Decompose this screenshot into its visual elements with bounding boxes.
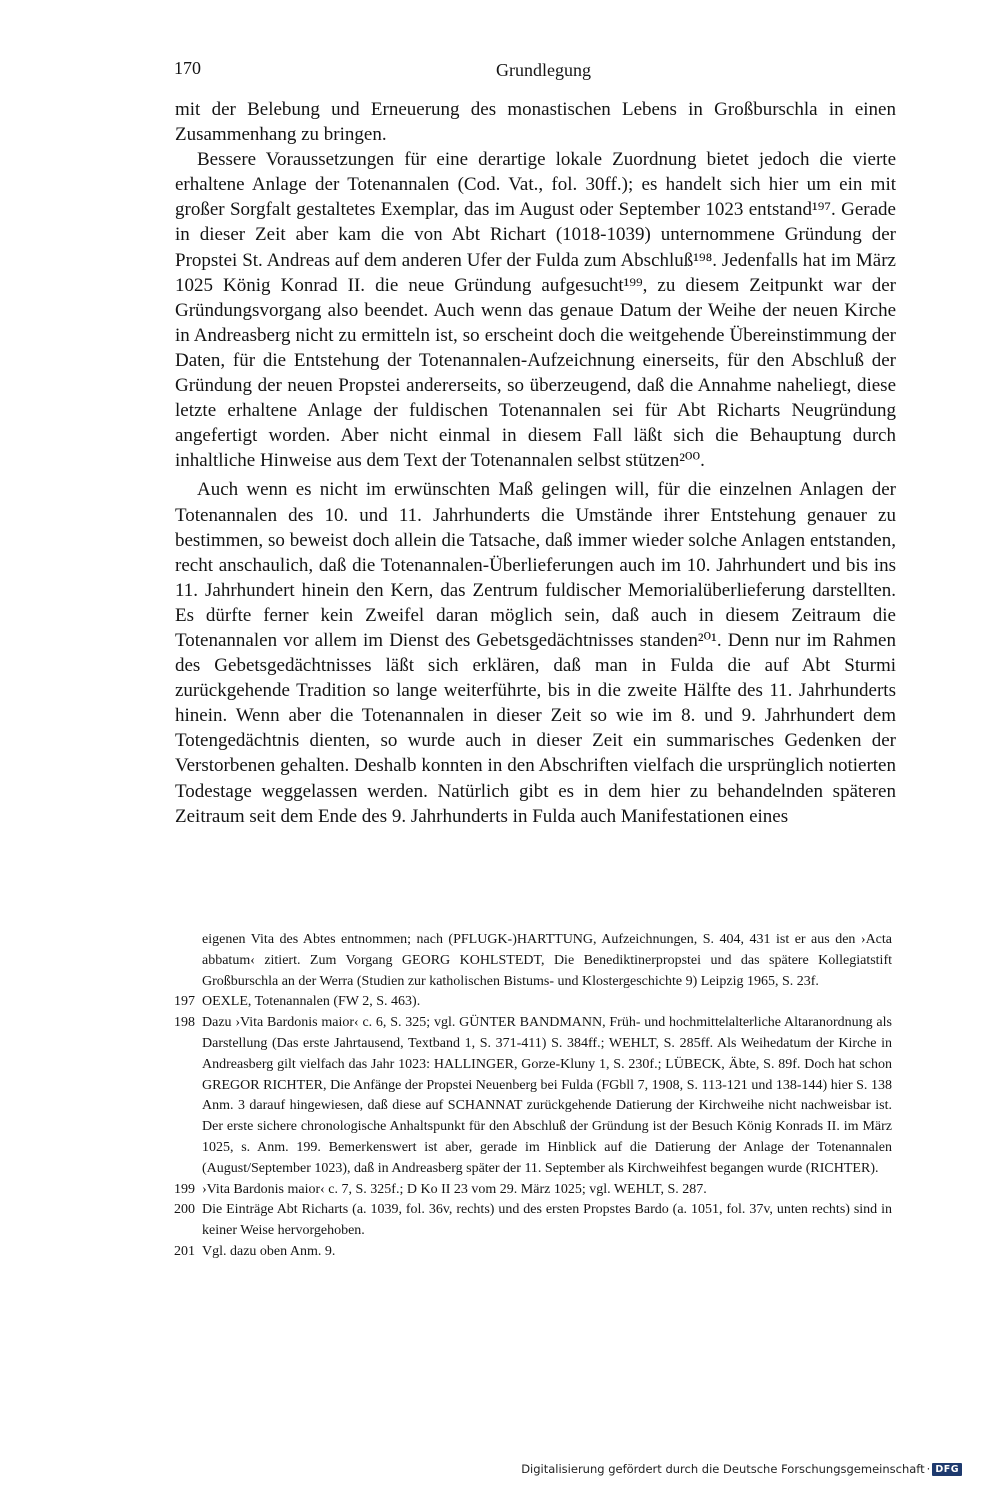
- footnotes: [174, 930, 892, 1263]
- footnote-text: OEXLE, Totenannalen (FW 2, S. 463).: [202, 994, 421, 1010]
- credit-separator: ·: [926, 1462, 931, 1476]
- footnote-number: 197: [174, 994, 195, 1010]
- page-number: 170: [174, 58, 201, 78]
- footnote-number: 198: [174, 1015, 195, 1031]
- footnote-text: Vgl. dazu oben Anm. 9.: [202, 1243, 336, 1259]
- footnote: [174, 1180, 892, 1201]
- footnote: [174, 1200, 892, 1242]
- paragraph: Bessere Voraussetzungen für eine derartige lokale Zuordnung bietet jedoch die vierte erhaltene Anlage der Totenannalen (Cod. Vat., fol. 30ff.); es handelt sich hier um ein mit großer Sorgfalt gestaltetes Exemplar, das im August oder September 1023 entstand¹⁹⁷. Gerade in dieser Zeit aber kam die von Abt Richart (1018-1039) unternommene Gründung der Propstei St. Andreas auf dem anderen Ufer der Fulda zum Abschluß¹⁹⁸. Jedenfalls hat im März 1025 König Konrad II. die neue Gründung aufgesucht¹⁹⁹, zu diesem Zeitpunkt war der Gründungsvorgang also beendet. Auch wenn das genaue Datum der Weihe der neuen Kirche in Andreasberg nicht zu ermitteln ist, so erscheint doch die weitgehende Übereinstimmung der Daten, für die Entstehung der Totenannalen-Aufzeichnung einerseits, für den Abschluß der Gründung der neuen Propstei andererseits, so überzeugend, daß die Annahme naheliegt, diese letzte erhaltene Anlage der fuldischen Totenannalen sei für Abt Richarts Neugründung angefertigt worden. Aber nicht einmal in diesem Fall läßt sich die Behauptung durch inhaltliche Hinweise aus dem Text der Totenannalen selbst stützen²⁰⁰.: [175, 149, 896, 472]
- footnote-continuation: eigenen Vita des Abtes entnommen; nach (PFLUGK-)HARTTUNG, Aufzeichnungen, S. 404, 431 ist er aus den ›Acta abbatum‹ zitiert. Zum Vorgang GEORG KOHLSTEDT, Die Benediktinerpropstei und das spätere Kollegiatstift Großburschla an der Werra (Studien zur katholischen Bistums- und Klostergeschichte 9) Leipzig 1965, S. 23f.: [202, 932, 892, 989]
- credit-text: Digitalisierung gefördert durch die Deutsche Forschungsgemeinschaft: [521, 1462, 925, 1476]
- running-head: Grundlegung: [496, 60, 591, 80]
- footnote-number: 200: [174, 1202, 195, 1218]
- body-text: [175, 97, 896, 829]
- dfg-logo-icon[interactable]: DFG: [932, 1463, 962, 1476]
- footnote-text: Die Einträge Abt Richarts (a. 1039, fol. 36v, rechts) und des ersten Propstes Bardo (a. 1051, fol. 37v, unten rechts) sind in keiner Weise hervorgehoben.: [202, 1202, 892, 1239]
- footnote-text: Dazu ›Vita Bardonis maior‹ c. 6, S. 325; vgl. GÜNTER BANDMANN, Früh- und hochmittelalterliche Altaranordnung als Darstellung (Das erste Jahrtausend, Textband 1, S. 371-411) S. 384ff.; WEHLT, S. 285ff. Als Weihedatum der Kirche in Andreasberg gilt vielfach das Jahr 1023: HALLINGER, Gorze-Kluny 1, S. 230f.; LÜBECK, Äbte, S. 89f. Doch hat schon GREGOR RICHTER, Die Anfänge der Propstei Neuenberg bei Fulda (FGbll 7, 1908, S. 113-121 und 138-144) hier S. 138 Anm. 3 darauf hingewiesen, daß diese auf SCHANNAT zurückgehende Datierung der Kirchweihe nicht nachweisbar ist. Der erste sichere chronologische Anhaltspunkt für den Abschluß der Gründung ist der Besuch König Konrads II. im März 1025, s. Anm. 199. Bemerkenswert ist aber, gerade im Hinblick auf die Datierung der Anlage der Totenannalen (August/September 1023), daß in Andreasberg später der 11. September als Kirchweihfest begangen wurde (RICHTER).: [202, 1015, 892, 1176]
- footnote: [174, 992, 892, 1013]
- footnote-number: 201: [174, 1243, 195, 1259]
- paragraph: mit der Belebung und Erneuerung des monastischen Lebens in Großburschla in einen Zusammenhang zu bringen.: [175, 99, 896, 146]
- footnote: [174, 1013, 892, 1179]
- digitization-credit: [521, 1462, 962, 1476]
- footnote-number: 199: [174, 1181, 195, 1197]
- paragraph: Auch wenn es nicht im erwünschten Maß gelingen will, für die einzelnen Anlagen der Totenannalen des 10. und 11. Jahrhunderts die Umstände ihrer Entstehung genauer zu bestimmen, so beweist doch allein die Tatsache, daß immer wieder solche Anlagen entstanden, recht anschaulich, daß die Totenannalen-Überlieferungen auch im 10. Jahrhundert und bis ins 11. Jahrhundert hinein den Kern, das Zentrum fuldischer Memorialüberlieferung darstellten. Es dürfte ferner kein Zweifel daran möglich sein, daß auch in diesem Zeitraum die Totenannalen vor allem im Dienst des Gebetsgedächtnisses standen²⁰¹. Denn nur im Rahmen des Gebetsgedächtnisses läßt sich erklären, daß man in Fulda die auf Abt Sturmi zurückgehende Tradition so lange weiterführte, bis in die zweite Hälfte des 11. Jahrhunderts hinein. Wenn aber die Totenannalen in dieser Zeit so wie im 8. und 9. Jahrhundert dem Totengedächtnis dienten, so wurde auch in dieser Zeit ein summarisches Gedenken der Verstorbenen gehalten. Deshalb konnten in den Abschriften vielfach die ursprünglich notierten Todestage weggelassen werden. Natürlich gibt es in dem hier zu behandelnden späteren Zeitraum seit dem Ende des 9. Jahrhunderts in Fulda auch Manifestationen eines: [175, 479, 896, 827]
- footnote-text: ›Vita Bardonis maior‹ c. 7, S. 325f.; D Ko II 23 vom 29. März 1025; vgl. WEHLT, S. 287.: [202, 1181, 707, 1197]
- footnote: [174, 1242, 892, 1263]
